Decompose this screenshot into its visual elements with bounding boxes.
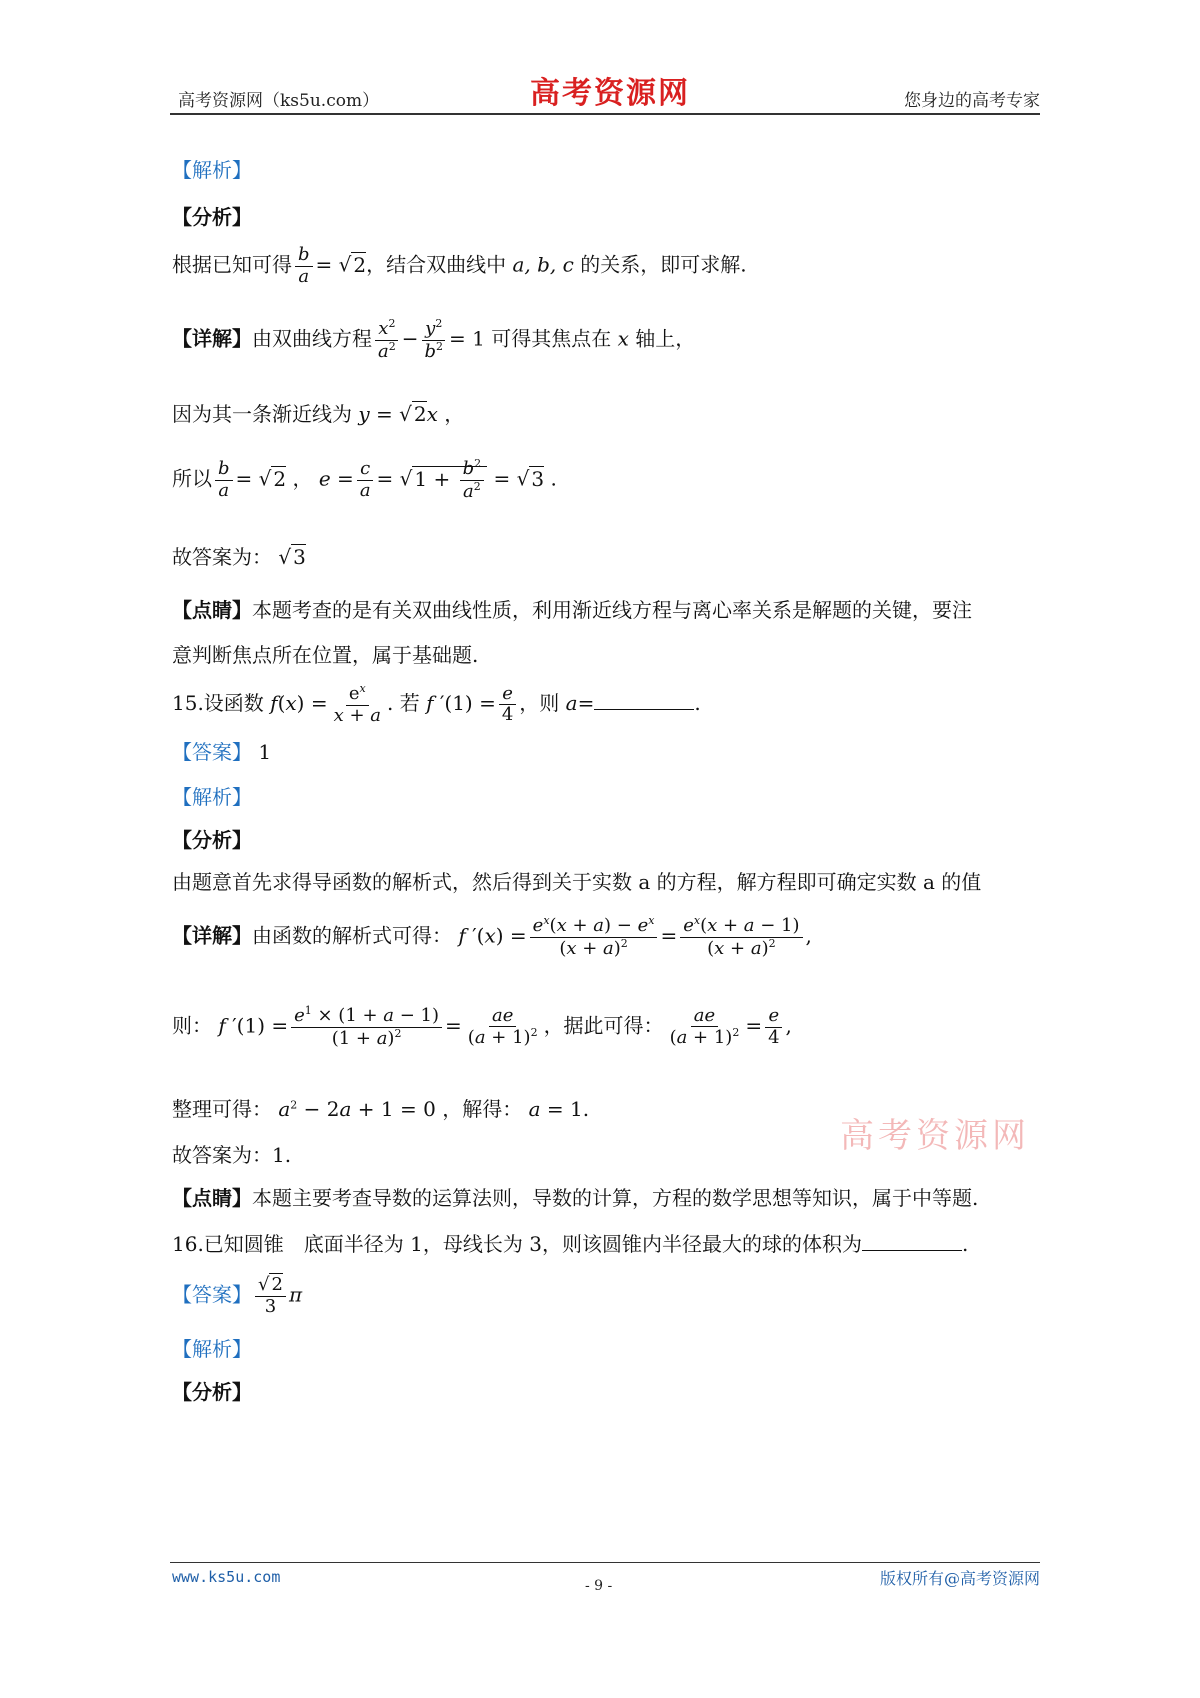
q14-dianjing-2: 意判断焦点所在位置，属于基础题. bbox=[172, 643, 479, 667]
header-rule bbox=[170, 113, 1040, 115]
header-logo: 高考资源网 bbox=[530, 76, 690, 111]
q16-blank[interactable] bbox=[862, 1232, 962, 1251]
q15-answer-text: 故答案为：1. bbox=[172, 1143, 292, 1167]
q15-equation: 整理可得： $a^2 - 2a + 1 = 0$ ，解得： a = 1. bbox=[172, 1097, 590, 1121]
q14-fenxi-text: 根据已知可得 $\frac{b}{a}$ = √ 2，结合双曲线中 a, b, c 的关系，即可求解. bbox=[172, 244, 747, 287]
q15-fenxi: 【分析】 bbox=[172, 828, 252, 852]
q15-stem: 15.设函数 f(x) = $\frac{e^x}{x + a}$ . 若 f ′(1) = $\frac{e}{4}$ ，则 a= . bbox=[172, 682, 701, 726]
footer-copyright: 版权所有@高考资源网 bbox=[879, 1569, 1040, 1588]
q16-answer: 【答案】 $\frac{√ 2}{3}$ π bbox=[172, 1274, 303, 1317]
page-number: - 9 - bbox=[585, 1578, 613, 1594]
q16-fenxi: 【分析】 bbox=[172, 1380, 252, 1404]
q15-substitute: 则： f ′(1) = $\frac{e^1 \times (1 + a - 1)}{(1 + a)^2}$ = $\frac{ae}{(a + 1)^2}$ ，据此可得： $\frac{ae}{(a + 1)^2}$ = $\frac{e}{4}$ , bbox=[172, 1004, 792, 1049]
q14-jiexi: 【解析】 bbox=[172, 158, 252, 182]
q15-dianjing: 【点睛】本题主要考查导数的运算法则，导数的计算，方程的数学思想等知识，属于中等题. bbox=[172, 1186, 979, 1210]
header-left: 高考资源网（ks5u.com） bbox=[178, 91, 380, 111]
q16-stem: 16.已知圆锥 底面半径为 1，母线长为 3，则该圆锥内半径最大的球的体积为 . bbox=[172, 1232, 969, 1256]
q14-dianjing-1: 【点睛】本题考查的是有关双曲线性质，利用渐近线方程与离心率关系是解题的关键，要注 bbox=[172, 598, 972, 622]
q14-eccentricity: 所以 $\frac{b}{a}$ = √ 2 ， e = $\frac{c}{a}$ = √ 1 + $\frac{b^2}{a^2}$ = √ 3 . bbox=[172, 457, 557, 502]
q15-jiexi: 【解析】 bbox=[172, 785, 252, 809]
q14-asymptote: 因为其一条渐近线为 y = √ 2x ， bbox=[172, 402, 465, 426]
q15-fenxi-text: 由题意首先求得导函数的解析式，然后得到关于实数 a 的方程，解方程即可确定实数 a 的值 bbox=[172, 870, 982, 894]
q15-blank[interactable] bbox=[594, 691, 694, 710]
q14-xiangjie: 【详解】由双曲线方程 $\frac{x^2}{a^2}$ − $\frac{y^2}{b^2}$ = 1 可得其焦点在 x 轴上， bbox=[172, 317, 696, 362]
footer-rule bbox=[170, 1562, 1040, 1563]
header-right: 您身边的高考专家 bbox=[904, 91, 1040, 111]
q14-fenxi: 【分析】 bbox=[172, 205, 252, 229]
footer-link[interactable]: www.ks5u.com bbox=[172, 1568, 281, 1586]
watermark: 高考资源网 bbox=[840, 1116, 1030, 1156]
q16-jiexi: 【解析】 bbox=[172, 1337, 252, 1361]
q14-answer: 故答案为： √ 3 bbox=[172, 545, 306, 569]
q15-xiangjie: 【详解】由函数的解析式可得： f ′(x) = $\frac{e^x(x + a) - e^x}{(x + a)^2}$ = $\frac{e^x(x + a - 1)}{(x + a)^2}$ , bbox=[172, 914, 812, 959]
q15-answer: 【答案】 1 bbox=[172, 740, 272, 764]
